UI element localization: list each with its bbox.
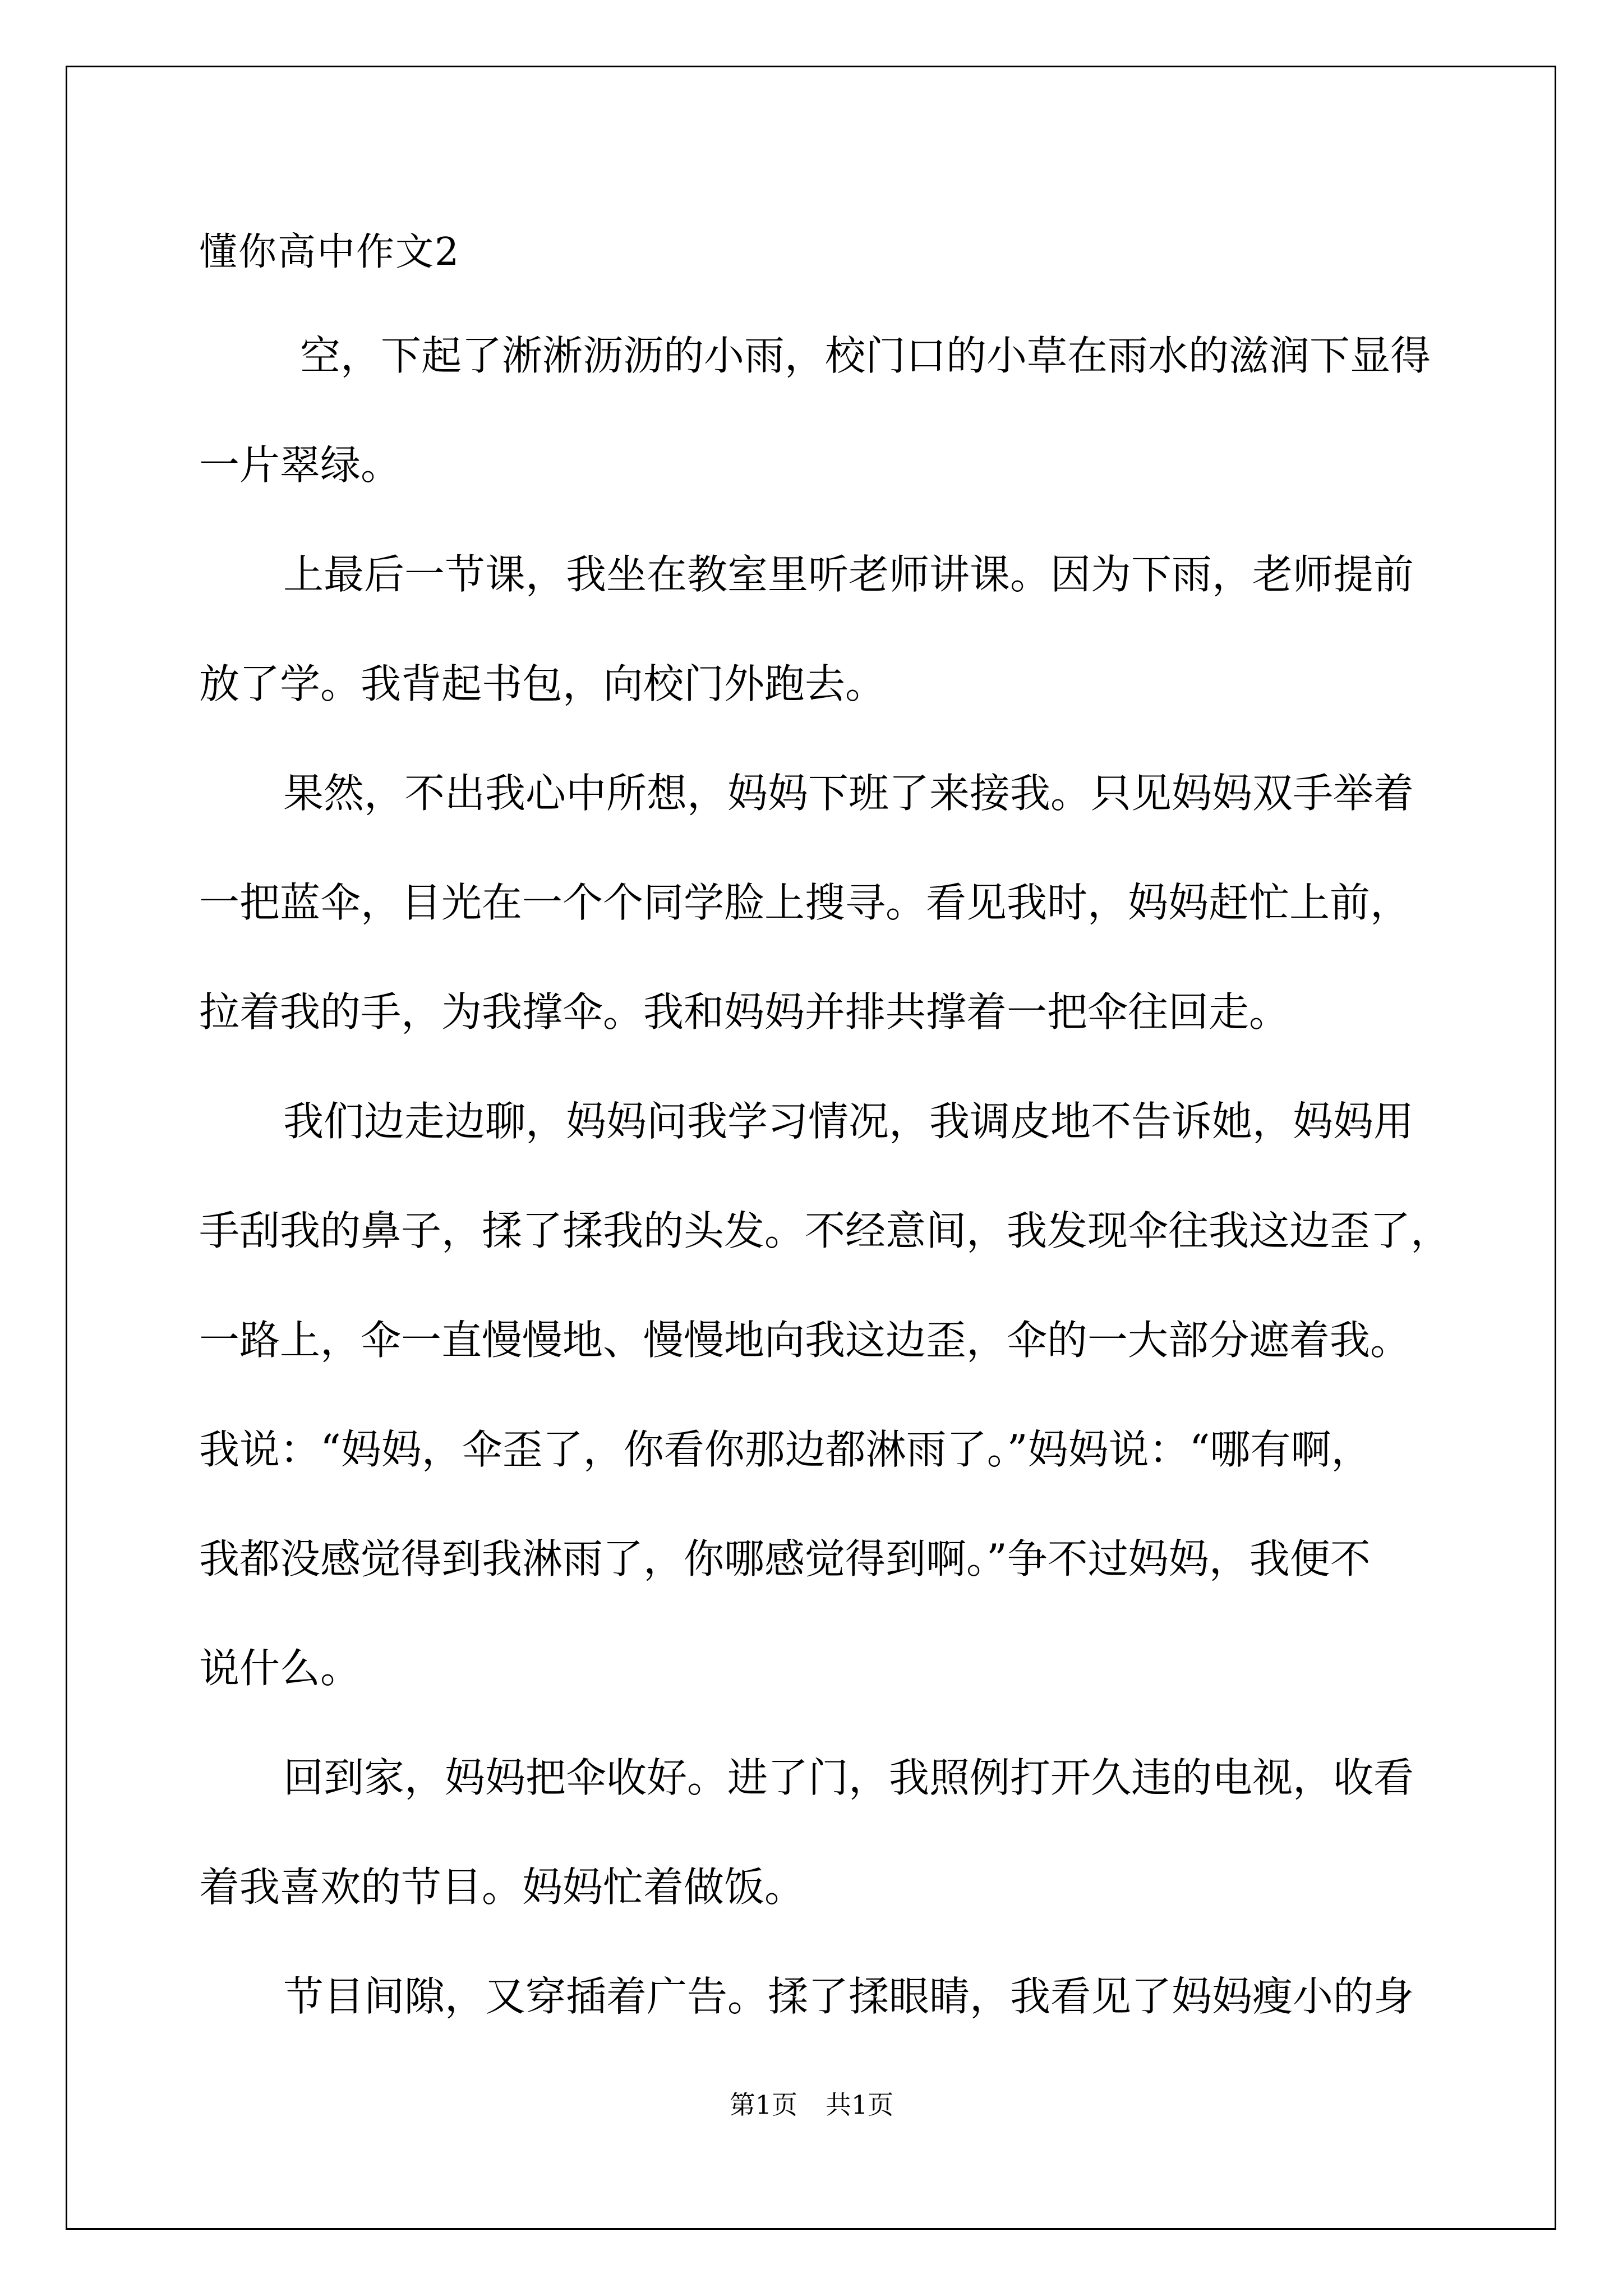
page-footer xyxy=(0,2088,1623,2122)
text-line: 着我喜欢的节目。妈妈忙着做饭。 xyxy=(199,1864,805,1911)
text-line: 节目间隙，又穿插着广告。揉了揉眼睛，我看见了妈妈瘦小的身 xyxy=(283,1973,1414,2020)
text-line: 空，下起了淅淅沥沥的小雨，校门口的小草在雨水的滋润下显得 xyxy=(300,332,1431,379)
page-number-total: 共1页 xyxy=(826,2090,894,2120)
text-line: 拉着我的手，为我撑伞。我和妈妈并排共撑着一把伞往回走。 xyxy=(199,988,1290,1036)
text-line: 一把蓝伞，目光在一个个同学脸上搜寻。看见我时，妈妈赶忙上前， xyxy=(199,879,1411,926)
text-line: 手刮我的鼻子，揉了揉我的头发。不经意间，我发现伞往我这边歪了， xyxy=(199,1207,1451,1254)
document-body xyxy=(199,328,1451,2078)
text-line: 我都没感觉得到我淋雨了，你哪感觉得到啊。”争不过妈妈，我便不 xyxy=(199,1535,1371,1582)
text-line: 上最后一节课，我坐在教室里听老师讲课。因为下雨，老师提前 xyxy=(283,551,1414,598)
text-line: 果然，不出我心中所想，妈妈下班了来接我。只见妈妈双手举着 xyxy=(283,770,1414,817)
text-line: 说什么。 xyxy=(199,1645,361,1692)
page-number-current: 第1页 xyxy=(729,2090,797,2120)
text-line: 我说：“妈妈，伞歪了，你看你那边都淋雨了。”妈妈说：“哪有啊， xyxy=(199,1426,1372,1473)
text-line: 我们边走边聊，妈妈问我学习情况，我调皮地不告诉她，妈妈用 xyxy=(283,1098,1414,1145)
text-line: 一片翠绿。 xyxy=(199,441,402,489)
document-title: 懂你高中作文2 xyxy=(199,230,460,274)
text-line: 回到家，妈妈把伞收好。进了门，我照例打开久违的电视，收看 xyxy=(283,1754,1414,1801)
text-line: 放了学。我背起书包，向校门外跑去。 xyxy=(199,660,886,707)
text-line: 一路上，伞一直慢慢地、慢慢地向我这边歪，伞的一大部分遮着我。 xyxy=(199,1317,1411,1364)
